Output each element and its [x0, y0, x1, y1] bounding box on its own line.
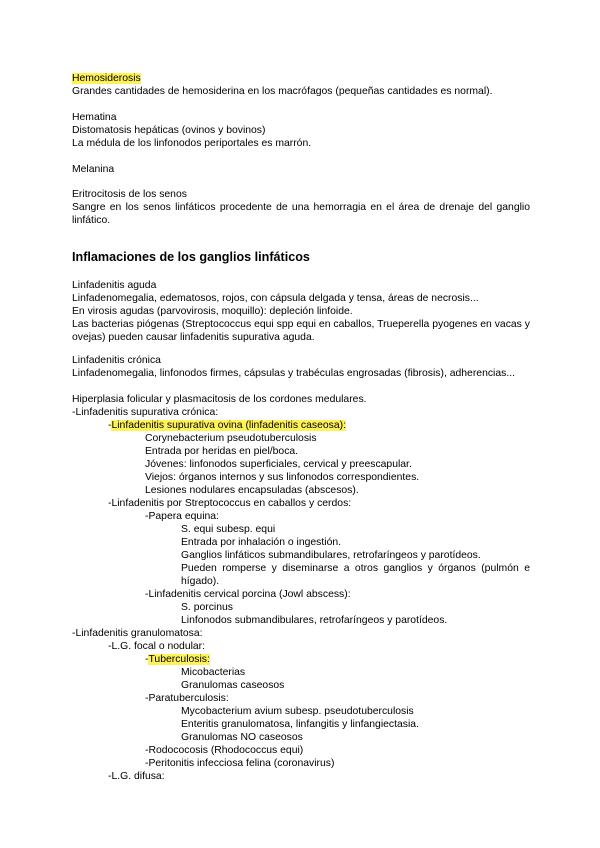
- highlight: Hemosiderosis: [72, 73, 141, 84]
- hematina-line1: Distomatosis hepáticas (ovinos y bovinos): [72, 125, 266, 136]
- tb-dash: -: [145, 654, 149, 665]
- focal-heading: -L.G. focal o nodular:: [108, 641, 206, 652]
- eritrocitosis-title: Eritrocitosis de los senos: [72, 189, 187, 200]
- hematina-title: Hematina: [72, 112, 117, 123]
- ovina-item: Viejos: órganos internos y sus linfonodos correspondientes.: [145, 472, 420, 483]
- cronica-line1: Linfadenomegalia, linfonodos firmes, cápsulas y trabéculas engrosadas (fibrosis), adherencias...: [72, 368, 515, 379]
- hematina-line2: La médula de los linfonodos periportales es marrón.: [72, 138, 312, 149]
- jowl-item: S. porcinus: [181, 602, 233, 613]
- aguda-title: Linfadenitis aguda: [72, 280, 157, 291]
- hemosiderosis-text: Grandes cantidades de hemosiderina en los macrófagos (pequeñas cantidades es normal).: [72, 86, 493, 97]
- aguda-line2: En virosis agudas (parvovirosis, moquillo): depleción linfoide.: [72, 306, 353, 317]
- ovina-item: Entrada por heridas en piel/boca.: [145, 446, 299, 457]
- papera-item: Ganglios linfáticos submandibulares, retrofaríngeos y parotídeos.: [181, 550, 481, 561]
- rodococosis-line: -Rodococosis (Rhodococcus equi): [145, 745, 304, 756]
- papera-heading: -Papera equina:: [145, 511, 219, 522]
- hemosiderosis-title: [72, 72, 530, 85]
- highlight: Tuberculosis:: [148, 654, 210, 665]
- difusa-heading: -L.G. difusa:: [108, 771, 165, 782]
- granulomatosa-heading: -Linfadenitis granulomatosa:: [72, 628, 203, 639]
- papera-item: Pueden romperse y diseminarse a otros ganglios y órganos (pulmón e hígado).: [181, 563, 530, 587]
- section-heading: Inflamaciones de los ganglios linfáticos: [72, 250, 310, 264]
- pif-line: -Peritonitis infecciosa felina (coronavirus): [145, 758, 335, 769]
- jowl-item: Linfonodos submandibulares, retrofaríngeos y parotídeos.: [181, 615, 448, 626]
- ovina-item: Jóvenes: linfonodos superficiales, cervical y preescapular.: [145, 459, 412, 470]
- aguda-line3: Las bacterias piógenas (Streptococcus equi spp equi en caballos, Trueperella pyogenes en vacas y ovejas) pueden causar linfadenitis supurativa aguda.: [72, 319, 530, 343]
- eritrocitosis-text: Sangre en los senos linfáticos procedente de una hemorragia en el área de drenaje del ganglio linfático.: [72, 202, 530, 226]
- aguda-line1: Linfadenomegalia, edematosos, rojos, con cápsula delgada y tensa, áreas de necrosis...: [72, 293, 479, 304]
- paratb-item: Granulomas NO caseosos: [181, 732, 303, 743]
- cronica-title: Linfadenitis crónica: [72, 355, 161, 366]
- ovina-heading: [108, 419, 566, 432]
- supurativa-cronica: -Linfadenitis supurativa crónica:: [72, 407, 219, 418]
- strepto-heading: -Linfadenitis por Streptococcus en caballos y cerdos:: [108, 498, 352, 509]
- papera-item: S. equi subesp. equi: [181, 524, 276, 535]
- ovina-item: Corynebacterium pseudotuberculosis: [145, 433, 317, 444]
- cronica-line2: Hiperplasia folicular y plasmacitosis de los cordones medulares.: [72, 394, 367, 405]
- ovina-item: Lesiones nodulares encapsuladas (abscesos).: [145, 485, 359, 496]
- highlight: Linfadenitis supurativa ovina (linfadenitis caseosa):: [111, 420, 346, 431]
- paratb-item: Mycobacterium avium subesp. pseudotuberculosis: [181, 706, 414, 717]
- paratb-item: Enteritis granulomatosa, linfangitis y linfangiectasia.: [181, 719, 419, 730]
- papera-item: Entrada por inhalación o ingestión.: [181, 537, 342, 548]
- tb-item: Granulomas caseosos: [181, 680, 285, 691]
- tuberculosis-heading: [145, 653, 600, 666]
- melanina-title: Melanina: [72, 164, 115, 175]
- ovina-dash: -: [108, 420, 112, 431]
- paratb-heading: -Paratuberculosis:: [145, 693, 229, 704]
- jowl-heading: -Linfadenitis cervical porcina (Jowl abscess):: [145, 589, 351, 600]
- tb-item: Micobacterias: [181, 667, 246, 678]
